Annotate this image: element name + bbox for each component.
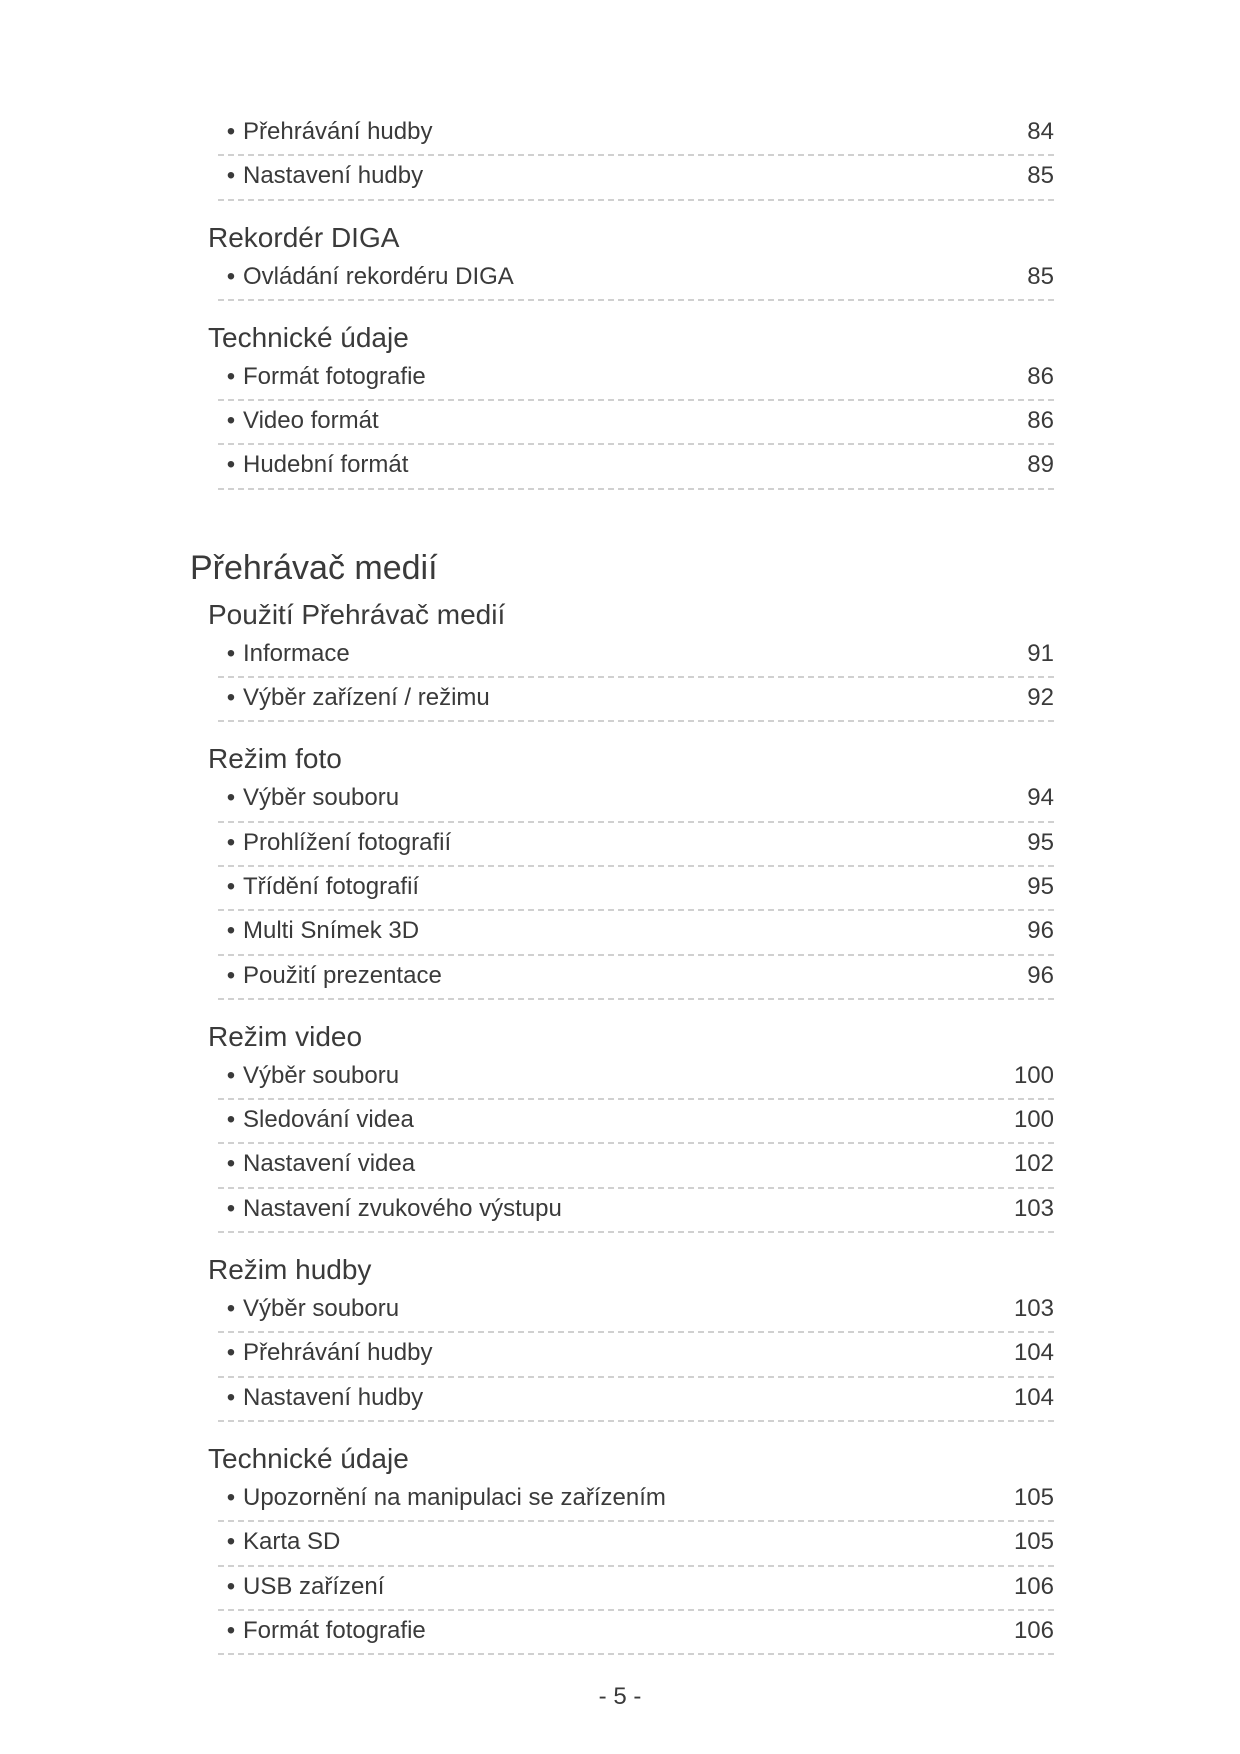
page-number: - 5 - bbox=[598, 1683, 642, 1710]
toc-entry-page: 96 bbox=[1027, 917, 1054, 945]
toc-entry[interactable] bbox=[218, 357, 1054, 401]
toc-entry-title: Použití prezentace bbox=[243, 961, 442, 989]
toc-entry-page: 85 bbox=[1027, 162, 1054, 190]
toc-entry[interactable] bbox=[218, 1189, 1054, 1233]
toc-entry-page: 105 bbox=[1013, 1483, 1054, 1511]
toc-entry-title: Výběr souboru bbox=[243, 1295, 400, 1323]
toc-entry-page: 103 bbox=[1013, 1295, 1054, 1323]
bullet-icon: • bbox=[226, 784, 236, 812]
bullet-icon: • bbox=[226, 1150, 236, 1178]
toc-entry-title: Přehrávání hudby bbox=[243, 118, 433, 145]
toc-entry[interactable] bbox=[218, 1522, 1054, 1566]
bullet-icon: • bbox=[226, 451, 236, 479]
toc-entry-title: Výběr souboru bbox=[243, 784, 400, 812]
toc-entry-title: USB zařízení bbox=[243, 1572, 385, 1600]
toc-entry-title: Video formát bbox=[243, 407, 379, 435]
toc-entry[interactable] bbox=[218, 401, 1054, 445]
toc-entry-page: 95 bbox=[1027, 872, 1054, 900]
toc-entry[interactable] bbox=[218, 1611, 1054, 1655]
toc-entry[interactable] bbox=[218, 778, 1054, 822]
section-heading: Rekordér DIGA bbox=[208, 221, 400, 253]
toc-entry-page: 100 bbox=[1013, 1061, 1054, 1089]
bullet-icon: • bbox=[226, 1483, 236, 1511]
toc-entry[interactable] bbox=[218, 867, 1054, 911]
bullet-icon: • bbox=[226, 162, 236, 190]
bullet-icon: • bbox=[226, 262, 236, 290]
section-heading: Režim foto bbox=[208, 743, 342, 775]
toc-entry-title: Formát fotografie bbox=[243, 1616, 426, 1644]
toc-entry-title: Upozornění na manipulaci se zařízením bbox=[243, 1483, 666, 1511]
toc-entry-title: Sledování videa bbox=[243, 1106, 414, 1134]
bullet-icon: • bbox=[226, 1339, 236, 1367]
bullet-icon: • bbox=[226, 961, 236, 989]
toc-entry[interactable] bbox=[218, 1100, 1054, 1144]
toc-entry-page: 84 bbox=[1027, 118, 1054, 145]
bullet-icon: • bbox=[226, 1528, 236, 1556]
toc-entry-title: Nastavení videa bbox=[243, 1150, 416, 1178]
bullet-icon: • bbox=[226, 407, 236, 435]
toc-entry[interactable] bbox=[218, 1478, 1054, 1522]
toc-entry[interactable] bbox=[218, 112, 1054, 156]
bullet-icon: • bbox=[226, 684, 236, 712]
section-heading: Režim hudby bbox=[208, 1254, 372, 1286]
toc-entry-page: 103 bbox=[1013, 1194, 1054, 1222]
toc-entry-page: 89 bbox=[1027, 451, 1054, 479]
bullet-icon: • bbox=[226, 1616, 236, 1644]
toc-entry[interactable] bbox=[218, 1289, 1054, 1333]
toc-entry[interactable] bbox=[218, 1333, 1054, 1377]
toc-entry-page: 102 bbox=[1013, 1150, 1054, 1178]
bullet-icon: • bbox=[226, 1572, 236, 1600]
toc-entry-title: Formát fotografie bbox=[243, 362, 426, 390]
section-heading: Technické údaje bbox=[208, 321, 409, 353]
toc-entry-title: Ovládání rekordéru DIGA bbox=[243, 262, 514, 290]
toc-entry[interactable] bbox=[218, 911, 1054, 955]
toc-entry-page: 104 bbox=[1013, 1383, 1054, 1411]
toc-entry[interactable] bbox=[218, 1056, 1054, 1100]
toc-entry-page: 86 bbox=[1027, 362, 1054, 390]
toc-entry-title: Třídění fotografií bbox=[243, 872, 420, 900]
toc-entry-page: 105 bbox=[1013, 1528, 1054, 1556]
toc-entry-title: Výběr souboru bbox=[243, 1061, 400, 1089]
toc-entry-title: Nastavení hudby bbox=[243, 1383, 424, 1411]
toc-entry-page: 106 bbox=[1013, 1616, 1054, 1644]
toc-entry[interactable] bbox=[218, 1144, 1054, 1188]
bullet-icon: • bbox=[226, 917, 236, 945]
toc-entry[interactable] bbox=[218, 678, 1054, 722]
section-heading: Použití Přehrávač medií bbox=[208, 598, 506, 630]
toc-entry[interactable] bbox=[218, 257, 1054, 301]
bullet-icon: • bbox=[226, 1295, 236, 1323]
section-heading: Režim video bbox=[208, 1020, 363, 1052]
bullet-icon: • bbox=[226, 362, 236, 390]
toc-entry[interactable] bbox=[218, 1567, 1054, 1611]
toc-entry[interactable] bbox=[218, 634, 1054, 678]
toc-entry[interactable] bbox=[218, 445, 1054, 489]
toc-entry-page: 91 bbox=[1027, 639, 1054, 667]
toc-entry[interactable] bbox=[218, 156, 1054, 200]
bullet-icon: • bbox=[226, 872, 236, 900]
toc-entry[interactable] bbox=[218, 956, 1054, 1000]
toc-entry-title: Multi Snímek 3D bbox=[243, 917, 420, 945]
section-heading: Technické údaje bbox=[208, 1442, 409, 1474]
toc-entry-title: Karta SD bbox=[243, 1528, 341, 1556]
toc-entry[interactable] bbox=[218, 823, 1054, 867]
bullet-icon: • bbox=[226, 118, 236, 145]
toc-entry-page: 92 bbox=[1027, 684, 1054, 712]
toc-entry-title: Nastavení zvukového výstupu bbox=[243, 1194, 562, 1222]
continued-entries bbox=[0, 0, 1240, 201]
toc-entry-page: 96 bbox=[1027, 961, 1054, 989]
toc-entry-page: 95 bbox=[1027, 828, 1054, 856]
toc-entry[interactable] bbox=[218, 1378, 1054, 1422]
bullet-icon: • bbox=[226, 828, 236, 856]
bullet-icon: • bbox=[226, 639, 236, 667]
toc-entry-page: 86 bbox=[1027, 407, 1054, 435]
bullet-icon: • bbox=[226, 1061, 236, 1089]
bullet-icon: • bbox=[226, 1383, 236, 1411]
toc-entry-title: Přehrávání hudby bbox=[243, 1339, 433, 1367]
toc-entry-page: 106 bbox=[1013, 1572, 1054, 1600]
toc-entry-title: Prohlížení fotografií bbox=[243, 828, 452, 856]
toc-entry-page: 94 bbox=[1027, 784, 1054, 812]
toc-entry-title: Nastavení hudby bbox=[243, 162, 424, 190]
bullet-icon: • bbox=[226, 1194, 236, 1222]
toc-entry-title: Hudební formát bbox=[243, 451, 409, 479]
toc-entry-title: Výběr zařízení / režimu bbox=[243, 684, 490, 712]
bullet-icon: • bbox=[226, 1106, 236, 1134]
chapter-heading: Přehrávač medií bbox=[190, 548, 438, 587]
toc-entry-page: 85 bbox=[1027, 262, 1054, 290]
toc-entry-page: 104 bbox=[1013, 1339, 1054, 1367]
toc-entry-title: Informace bbox=[243, 639, 350, 667]
toc-entry-page: 100 bbox=[1013, 1106, 1054, 1134]
